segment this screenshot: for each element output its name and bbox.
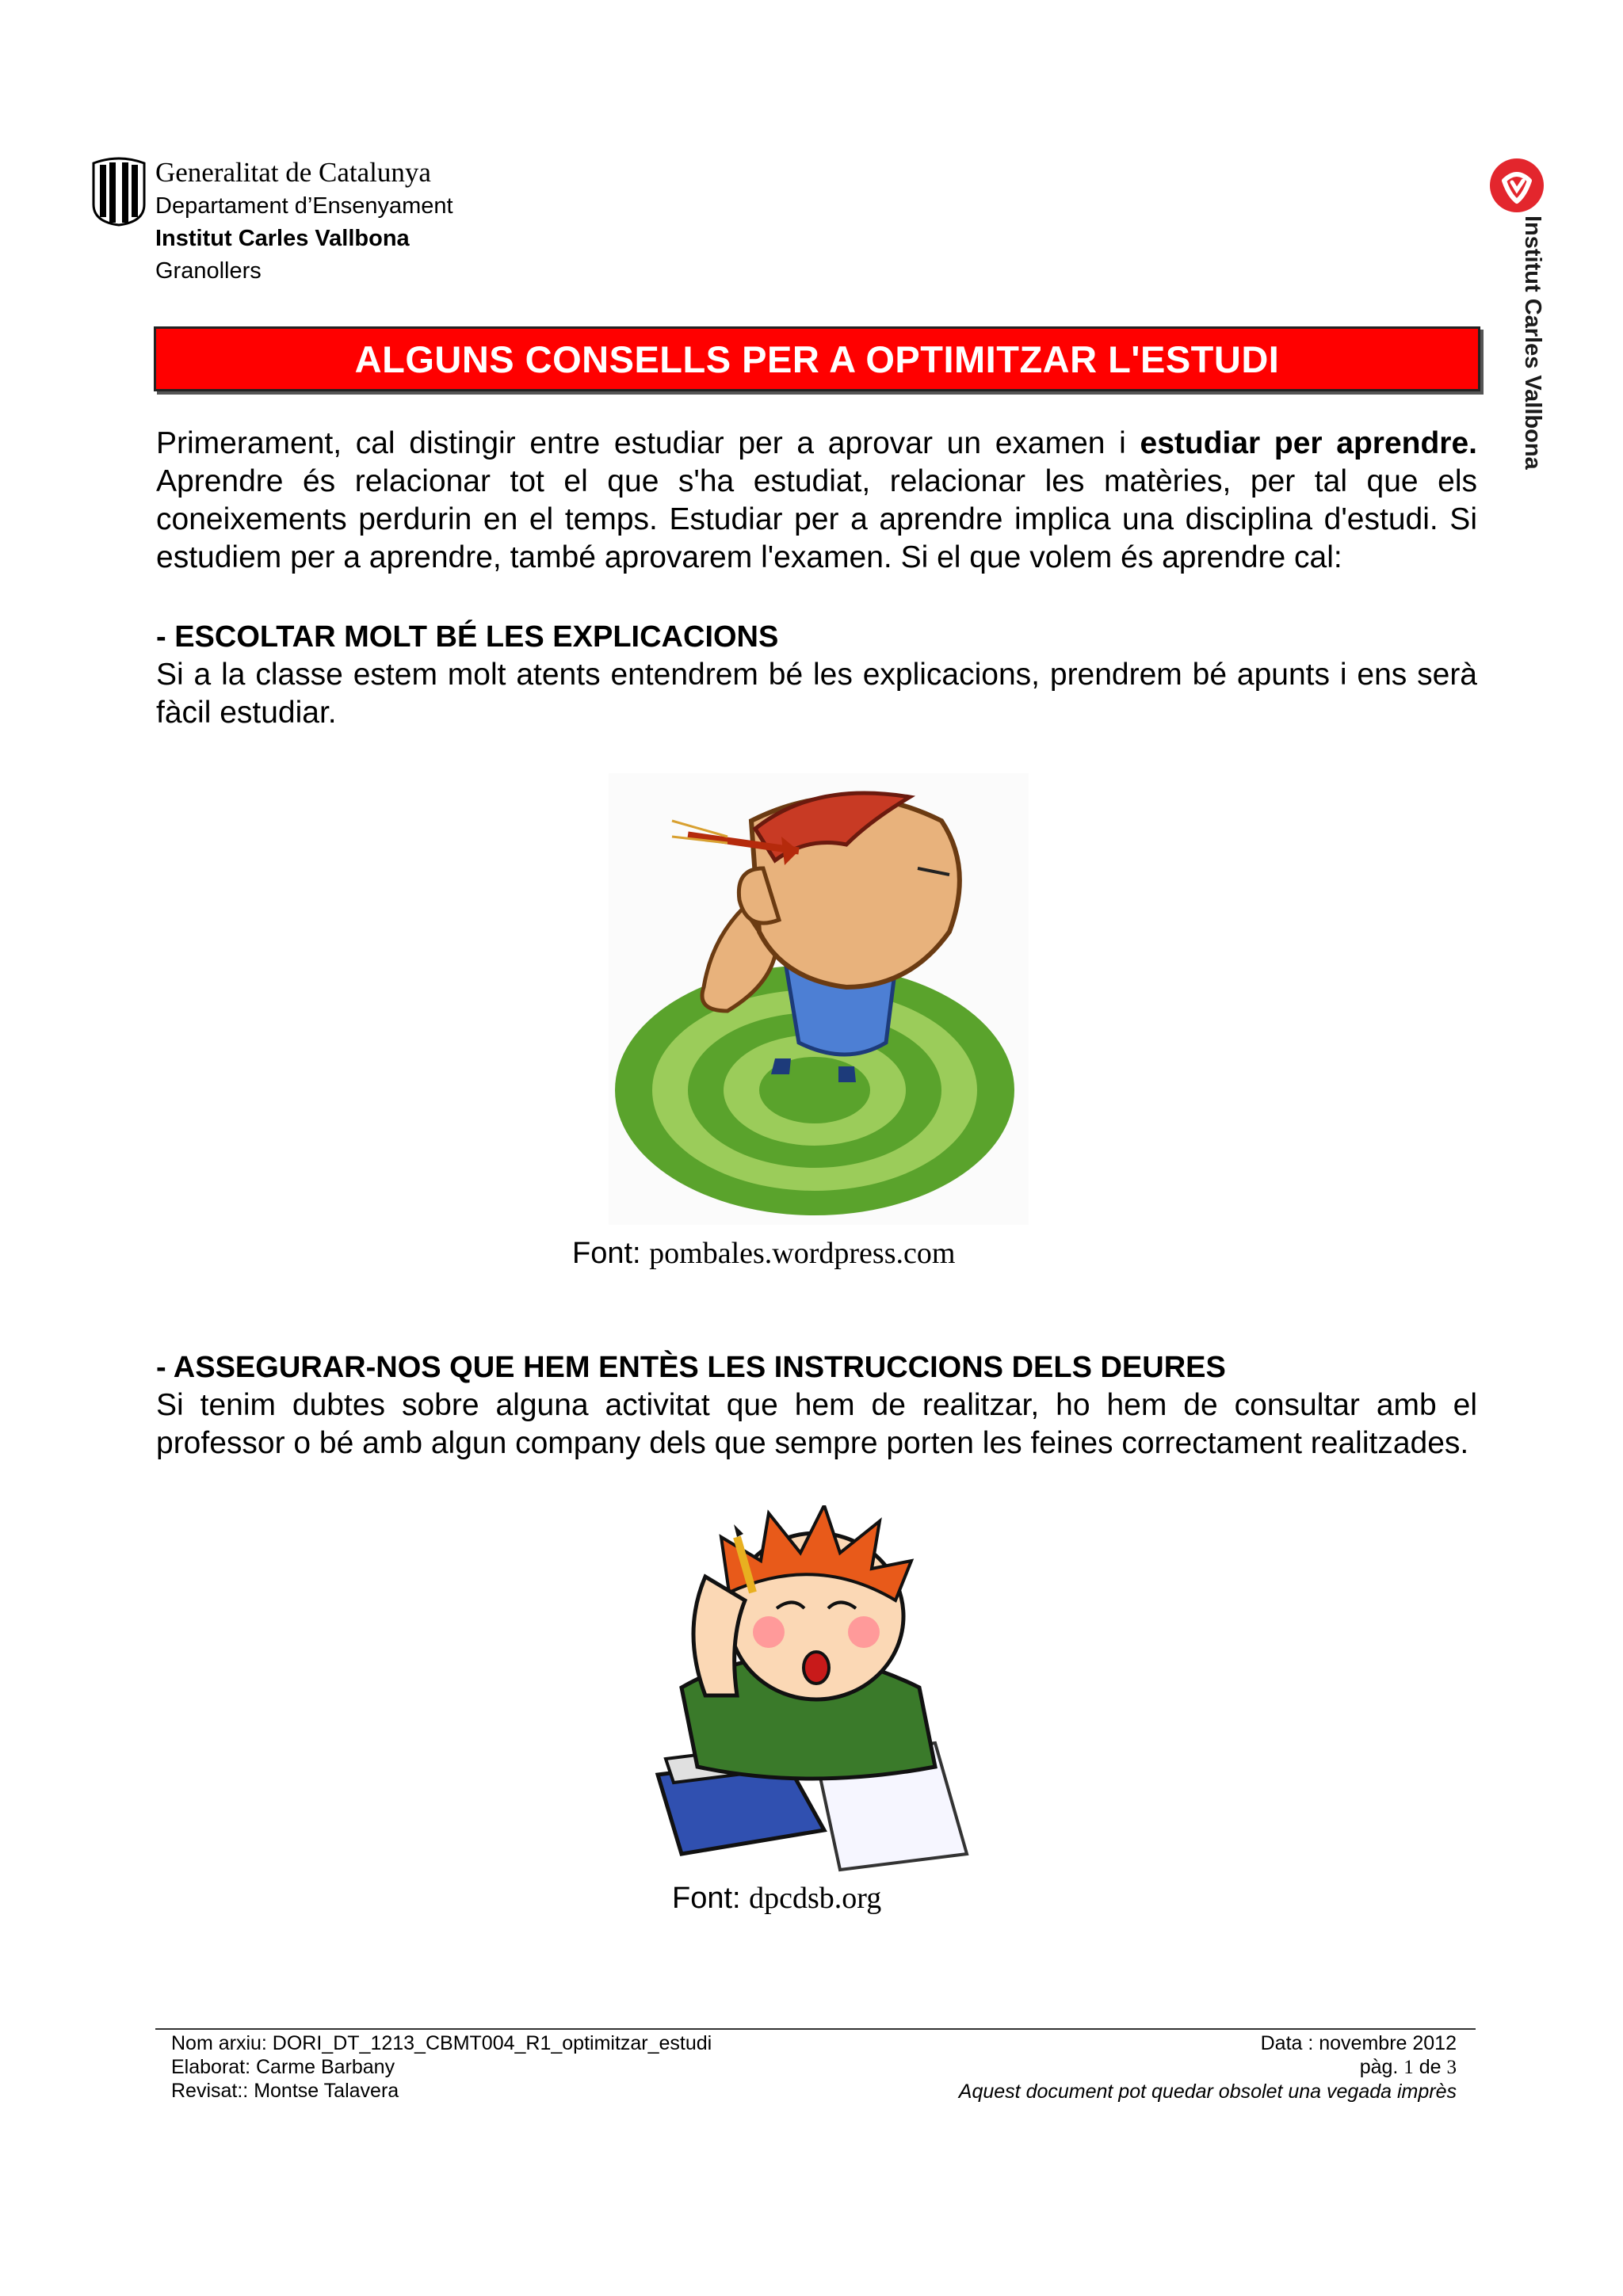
generalitat-logo-icon [89, 155, 149, 227]
footer-date: Data : novembre 2012 [1260, 2032, 1457, 2054]
footer-left [171, 2031, 712, 2103]
school-logo-icon [1488, 157, 1545, 214]
footer-page-sep: de [1413, 2056, 1447, 2078]
student-thinking-illustration [634, 1505, 1006, 1886]
section2-heading: - ASSEGURAR-NOS QUE HEM ENTÈS LES INSTRUCCIONS DELS DEURES [156, 1351, 1226, 1384]
intro-text: Primerament, cal distingir entre estudiar per a aprovar un examen i [156, 426, 1140, 460]
section1-caption [572, 1236, 955, 1271]
town-name: Granollers [155, 258, 262, 284]
caption2-label: Font: [672, 1882, 750, 1915]
intro-bold: estudiar per aprendre. [1140, 426, 1477, 460]
intro-rest: Aprendre és relacionar tot el que s'ha estudiat, relacionar les matèries, per tal que els coneixements perdurin en el temps. Estudiar per a aprendre implica una disciplina d'estudi. Si estudiem per a aprendre, també aprovarem l'examen. Si el que volem és aprendre cal: [156, 464, 1477, 574]
section1-heading: - ESCOLTAR MOLT BÉ LES EXPLICACIONS [156, 620, 779, 654]
footer-disclaimer: Aquest document pot quedar obsolet una vegada imprès [958, 2081, 1457, 2103]
caption1-label: Font: [572, 1237, 650, 1270]
intro-paragraph [156, 425, 1477, 577]
footer-divider [155, 2028, 1476, 2030]
institution-header [155, 155, 453, 288]
caption2-source: dpcdsb.org [749, 1882, 882, 1915]
section2-text: Si tenim dubtes sobre alguna activitat que hem de realitzar, ho hem de consultar amb el professor o bé amb algun company dels que sempre porten les feines correctament realitzades. [156, 1388, 1477, 1460]
school-vertical-label [1517, 215, 1549, 469]
section1-text: Si a la classe estem molt atents entendrem bé les explicacions, prendrem bé apunts i ens serà fàcil estudiar. [156, 658, 1477, 730]
listening-boy-illustration [609, 773, 1029, 1225]
school-vertical-text: Institut Carles Vallbona [1520, 215, 1545, 470]
footer-page-total: 3 [1446, 2057, 1457, 2078]
department-name: Departament d’Ensenyament [155, 193, 453, 219]
footer-page-current: 1 [1403, 2057, 1414, 2078]
footer-file-name: Nom arxiu: DORI_DT_1213_CBMT004_R1_optimitzar_estudi [171, 2032, 712, 2054]
footer-author: Elaborat: Carme Barbany [171, 2056, 395, 2078]
footer-page [959, 2055, 1457, 2080]
footer-page-label: pàg. [1359, 2056, 1404, 2078]
title-banner [154, 326, 1480, 391]
caption1-source: pombales.wordpress.com [649, 1237, 956, 1270]
footer-reviewer: Revisat:: Montse Talavera [171, 2080, 399, 2102]
footer-right [959, 2031, 1457, 2103]
page-title: ALGUNS CONSELLS PER A OPTIMITZAR L'ESTUDI [354, 338, 1280, 380]
government-name: Generalitat de Catalunya [155, 157, 431, 188]
school-name: Institut Carles Vallbona [155, 226, 410, 251]
section2-caption [672, 1881, 881, 1916]
